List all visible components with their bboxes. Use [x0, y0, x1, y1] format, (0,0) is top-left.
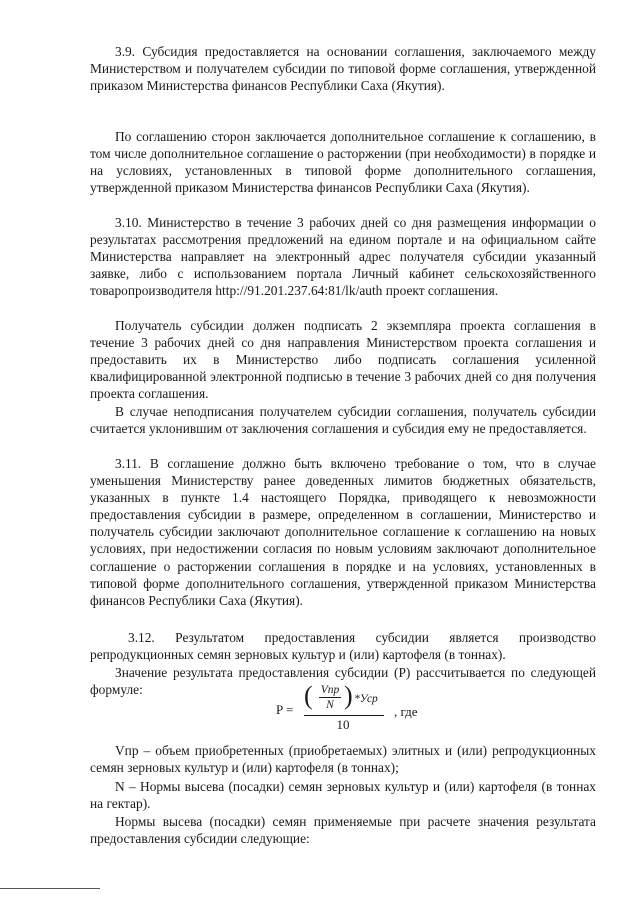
formula-inner-fraction [312, 684, 348, 711]
paragraph-3-11: 3.11. В соглашение должно быть включено требование о том, что в случае уменьшения Министерству ранее доведенных лимитов бюджетных обязательств, указанных в пункте 1.4 настоящего Порядка, приводящего к невозможности предоставления субсидии в размере, определенном в соглашении, Министерство и получатель субсидии заключают дополнительное соглашение к соглашению на новых условиях, при недостижении согласия по новым условиям заключают дополнительное соглашение о расторжении соглашения в порядке и на условиях, установленных в типовой форме дополнительного соглашения, утвержденной приказом Министерства финансов Республики Саха (Якутия). [90, 456, 596, 608]
formula-numerator [298, 681, 388, 714]
formula-denominator: 10 [336, 717, 350, 732]
paragraph-seeding-norms: Нормы высева (посадки) семян применяемые при расчете значения результата предоставления субсидии следующие: [90, 814, 596, 847]
result-formula [276, 681, 476, 736]
scan-edge-divider [0, 888, 100, 889]
paragraph-recipient-signing: Получатель субсидии должен подписать 2 экземпляра проекта соглашения в течение 3 рабочих дней со дня направления Министерством проекта соглашения и предоставить их в Министерство либо подписать соглашения усиленной квалифицированной электронной подписью в течение 3 рабочих дней со дня получения проекта соглашения. [90, 318, 596, 402]
paragraph-additional-agreement: По соглашению сторон заключается дополнительное соглашение к соглашению, в том числе дополнительное соглашение о расторжении (при необходимости) в порядке и на условиях, установленных в типовой форме дополнительного соглашения, утвержденной приказом Министерства финансов Республики Саха (Якутия). [90, 129, 596, 196]
paragraph-non-signing: В случае неподписания получателем субсидии соглашения, получатель субсидии считается уклонившим от заключения соглашения и субсидия ему не предоставляется. [90, 404, 596, 437]
paragraph-3-9: 3.9. Субсидия предоставляется на основании соглашения, заключаемого между Министерством и получателем субсидии по типовой форме соглашения, утвержденной приказом Министерства финансов Республики Саха (Якутия). [90, 44, 596, 94]
formula-lhs: P = [276, 702, 294, 717]
fraction-bar [304, 715, 384, 716]
paragraph-vpr-definition: Vпр – объем приобретенных (приобретаемых) элитных и (или) репродукционных семян зерновых культур и (или) картофеля (в тоннах); [90, 743, 596, 776]
formula-inner-denominator: N [326, 699, 334, 711]
paragraph-formula-intro: Значение результата предоставления субсидии (Р) рассчитывается по следующей формуле: [90, 665, 596, 698]
paragraph-3-12: 3.12. Результатом предоставления субсидии является производство репродукционных семян зерновых культур и (или) картофеля (в тоннах). [90, 630, 596, 663]
left-paren-icon: ( [304, 681, 313, 710]
inner-fraction-bar [319, 697, 341, 698]
paragraph-n-definition: N – Нормы высева (посадки) семян зерновых культур и (или) картофеля (в тоннах на гектар). [90, 779, 596, 812]
formula-where: , где [394, 704, 418, 719]
right-paren-icon: ) [344, 681, 353, 710]
formula-inner-numerator: Vпр [320, 684, 340, 696]
paragraph-3-10: 3.10. Министерство в течение 3 рабочих дней со дня размещения информации о результатах рассмотрения предложений на едином портале и на официальном сайте Министерства направляет на электронный адрес получателя субсидии указанный заявке, либо с использованием портала Личный кабинет сельскохозяйственного товаропроизводителя http://91.201.237.64:81/lk/auth проект соглашения. [90, 215, 596, 299]
formula-multiplier: *Уср [354, 693, 378, 705]
